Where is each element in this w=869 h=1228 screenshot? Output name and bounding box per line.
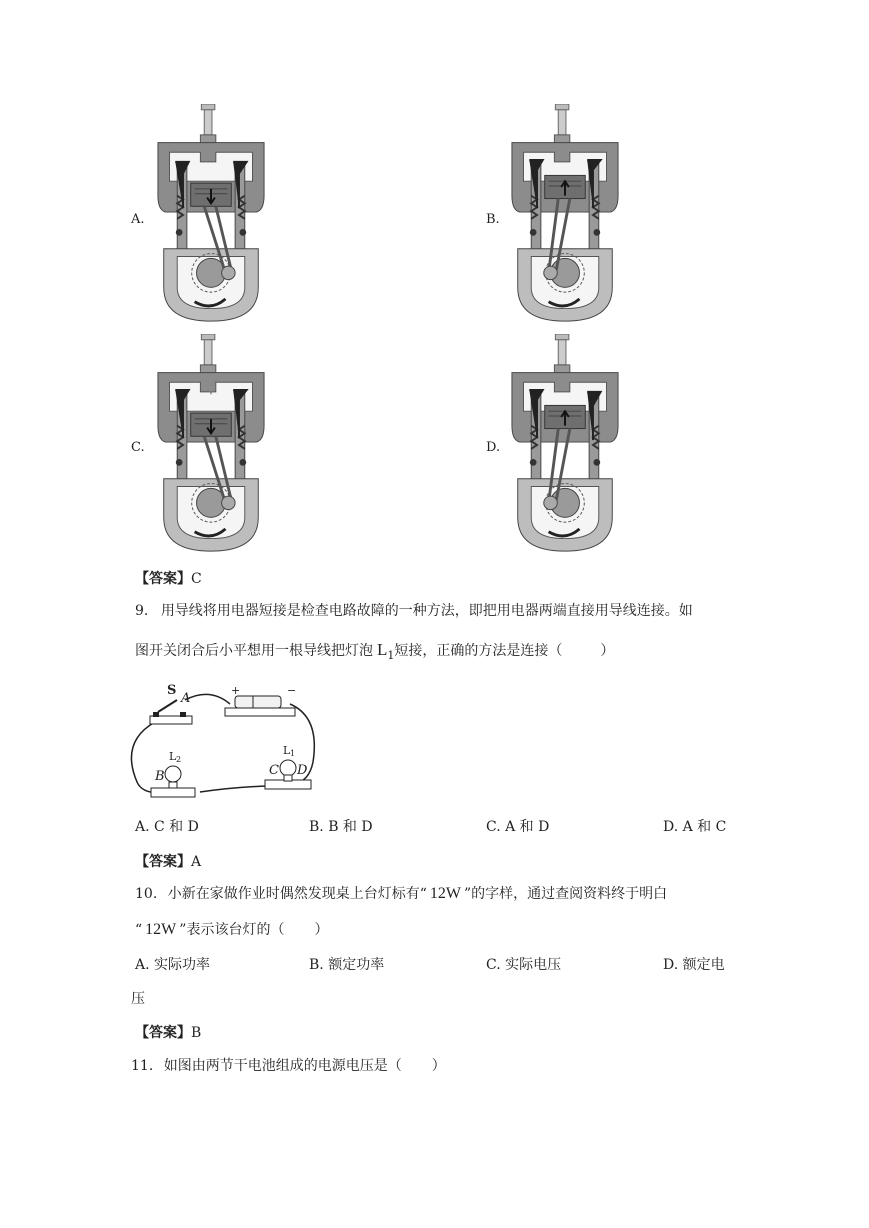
point-a-label: A	[181, 691, 191, 706]
q11-line	[131, 1056, 446, 1076]
engine-diagram-b	[500, 104, 630, 324]
q9-option-b: B. B 和 D	[309, 819, 373, 835]
bulb1-subscript: 1	[290, 749, 296, 758]
q9-option-a: A. C 和 D	[135, 819, 199, 835]
point-b-label: B	[155, 769, 165, 784]
q10-text-2: ”表示该台灯的（	[179, 922, 285, 938]
q9-line-2	[135, 640, 614, 666]
q9-text-1: 用导线将用电器短接是检查电路故障的一种方法，即把用电器两端直接用导线连接。如	[160, 603, 693, 619]
point-d-label: D	[297, 763, 308, 778]
q10-number: 10.	[135, 886, 158, 902]
point-c-label: C	[269, 763, 279, 778]
paren-close: ）	[314, 922, 329, 938]
battery-minus: −	[287, 684, 297, 697]
q10-option-d: D. 额定电	[663, 957, 725, 973]
answer-value: C	[191, 571, 202, 587]
switch-base	[150, 716, 192, 724]
answer-value: A	[191, 854, 202, 870]
battery-plus: +	[231, 684, 241, 697]
bulb2-label: L	[169, 750, 177, 763]
option-a-label: A.	[131, 212, 145, 227]
power-mark: 12W	[429, 885, 461, 902]
q10-line-1	[135, 884, 667, 904]
bulb-symbol: L	[377, 640, 388, 659]
circuit-diagram	[125, 682, 325, 806]
answer-prefix: 【答案】	[135, 1025, 191, 1041]
bulb2-base	[151, 788, 195, 797]
answer-value: B	[191, 1025, 202, 1041]
q10-text-1b: ”的字样，通过查阅资料终于明白	[463, 886, 668, 902]
q10-option-c: C. 实际电压	[486, 957, 562, 973]
option-c-label: C.	[131, 440, 145, 455]
bulb1-glass	[280, 760, 296, 776]
q9-text-2a: 图开关闭合后小平想用一根导线把灯泡	[135, 643, 373, 659]
option-b-label: B.	[486, 212, 500, 227]
q10-line-2	[135, 920, 328, 940]
paren-close: ）	[600, 643, 615, 659]
bulb-subscript: 1	[387, 648, 395, 662]
battery-cell	[235, 696, 281, 708]
q8-answer	[135, 568, 202, 588]
q9-text-2b: 短接，正确的方法是连接（	[394, 643, 563, 659]
wire-bottom	[200, 786, 267, 792]
option-d-label: D.	[486, 440, 501, 455]
answer-prefix: 【答案】	[135, 854, 191, 870]
q10-option-a: A. 实际功率	[135, 957, 211, 973]
answer-prefix: 【答案】	[135, 571, 191, 587]
q9-number: 9.	[135, 603, 149, 619]
q10-option-d-wrap: 压	[131, 991, 145, 1007]
q11-number: 11.	[131, 1058, 154, 1074]
q10-option-b: B. 额定功率	[309, 957, 385, 973]
power-mark-2: 12W	[145, 921, 177, 938]
q9-option-d: D. A 和 C	[663, 819, 727, 835]
q10-quote-open: “	[135, 922, 143, 938]
engine-diagram-c	[146, 334, 276, 554]
switch-label: S	[167, 683, 177, 698]
engine-diagram-d	[500, 334, 630, 554]
bulb2-subscript: 2	[176, 755, 182, 764]
q9-option-c: C. A 和 D	[486, 819, 550, 835]
paren-close: ）	[431, 1058, 446, 1074]
switch-lever	[158, 700, 177, 712]
q10-text-1a: 小新在家做作业时偶然发现桌上台灯标有“	[167, 886, 427, 902]
wire-top	[185, 694, 230, 704]
q9-answer	[135, 851, 201, 871]
bulb1-label: L	[283, 744, 291, 757]
q10-answer	[135, 1022, 201, 1042]
q11-text: 如图由两节干电池组成的电源电压是（	[163, 1058, 402, 1074]
battery-base	[225, 708, 295, 716]
q9-line-1	[135, 601, 693, 621]
engine-diagram-a	[146, 104, 276, 324]
bulb2-glass	[165, 766, 181, 782]
